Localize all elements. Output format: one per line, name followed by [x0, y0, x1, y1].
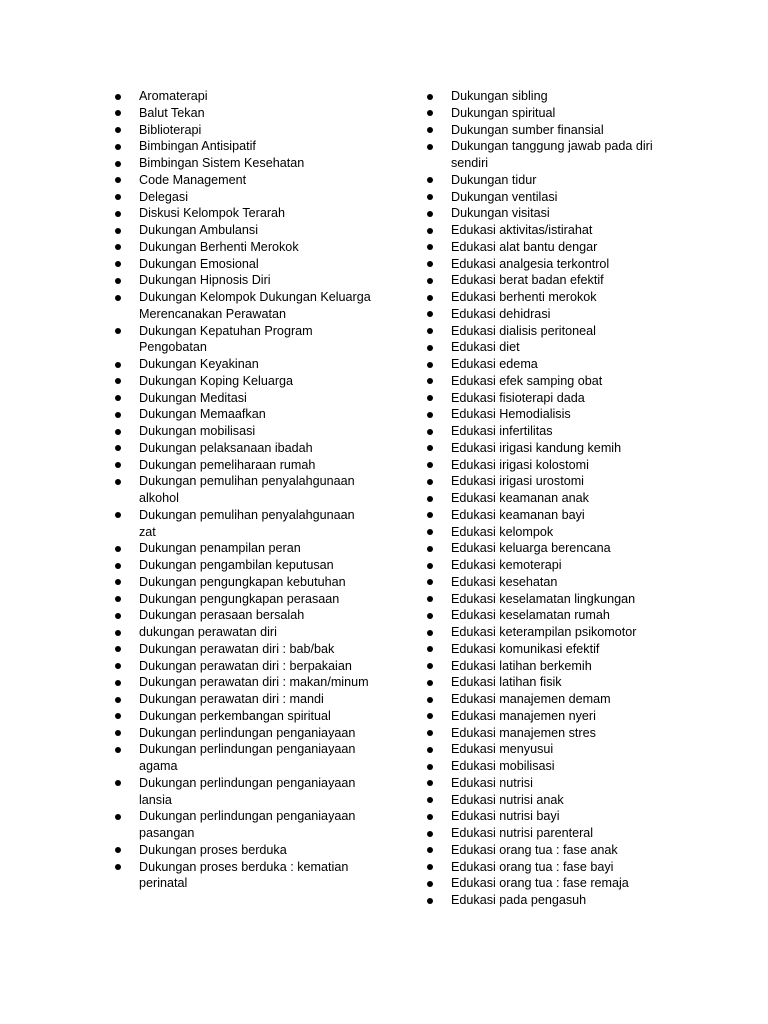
- list-item: [113, 256, 373, 273]
- list-item-text: Edukasi dialisis peritoneal: [451, 323, 596, 338]
- list-item-text: Edukasi fisioterapi dada: [451, 390, 585, 405]
- list-item-text: Dukungan Kepatuhan Program Pengobatan: [139, 323, 313, 355]
- list-item: [425, 490, 675, 507]
- bullet-icon: [115, 630, 121, 636]
- list-item-text: Bimbingan Antisipatif: [139, 139, 256, 154]
- bullet-icon: [115, 295, 121, 301]
- list-item-text: Bimbingan Sistem Kesehatan: [139, 156, 305, 170]
- list-item-text: Edukasi manajemen stres: [451, 725, 596, 740]
- list-item-text: Edukasi latihan fisik: [451, 675, 562, 690]
- list-item-text: Dukungan sumber finansial: [451, 122, 604, 137]
- list-item: [425, 658, 675, 675]
- bullet-icon: [427, 680, 433, 686]
- list-item: [425, 138, 675, 172]
- list-item: [425, 859, 675, 876]
- list-item: [425, 306, 675, 323]
- bullet-icon: [427, 445, 433, 451]
- list-item: [113, 574, 373, 591]
- list-item-text: Dukungan visitasi: [451, 206, 550, 221]
- list-item-text: Edukasi edema: [451, 357, 538, 371]
- bullet-icon: [115, 127, 121, 133]
- bullet-icon: [115, 395, 121, 401]
- list-item-text: Dukungan ventilasi: [451, 189, 558, 204]
- bullet-icon: [427, 244, 433, 250]
- list-item-text: Dukungan spiritual: [451, 105, 556, 120]
- bullet-icon: [115, 429, 121, 435]
- bullet-icon: [115, 563, 121, 569]
- list-item-text: Dukungan perawatan diri : mandi: [139, 692, 324, 706]
- right-bullet-list: [425, 88, 675, 909]
- list-item: [113, 138, 373, 155]
- list-item: [425, 775, 675, 792]
- list-item-text: Edukasi kelompok: [451, 524, 554, 539]
- bullet-icon: [427, 730, 433, 736]
- list-item: [425, 172, 675, 189]
- list-item: [425, 792, 675, 809]
- list-item: [425, 741, 675, 758]
- bullet-icon: [427, 429, 433, 435]
- list-item-text: Dukungan perawatan diri : makan/minum: [139, 675, 369, 690]
- list-item: [425, 272, 675, 289]
- bullet-icon: [115, 546, 121, 552]
- list-item-text: Edukasi nutrisi bayi: [451, 809, 560, 824]
- list-item-text: Edukasi irigasi kolostomi: [451, 457, 589, 472]
- list-item: [113, 557, 373, 574]
- bullet-icon: [427, 646, 433, 652]
- list-item-text: Dukungan perlindungan penganiayaan agama: [139, 742, 356, 773]
- bullet-icon: [115, 194, 121, 200]
- list-item-text: Aromaterapi: [139, 89, 208, 103]
- bullet-icon: [115, 697, 121, 703]
- bullet-icon: [115, 378, 121, 384]
- list-item-text: dukungan perawatan diri: [139, 625, 277, 639]
- list-item-text: Edukasi irigasi urostomi: [451, 474, 584, 489]
- list-item: [113, 406, 373, 423]
- bullet-icon: [427, 412, 433, 418]
- list-item-text: Dukungan Berhenti Merokok: [139, 239, 299, 254]
- bullet-icon: [115, 228, 121, 234]
- list-item: [425, 641, 675, 658]
- list-item-text: Dukungan perawatan diri : berpakaian: [139, 658, 352, 673]
- list-item: [425, 390, 675, 407]
- list-item-text: Edukasi keselamatan rumah: [451, 608, 610, 623]
- list-item: [425, 256, 675, 273]
- bullet-icon: [427, 211, 433, 217]
- list-item: [425, 842, 675, 859]
- list-item: [425, 189, 675, 206]
- list-item-text: Edukasi analgesia terkontrol: [451, 256, 610, 271]
- list-item: [425, 708, 675, 725]
- bullet-icon: [427, 613, 433, 619]
- list-item: [113, 373, 373, 390]
- list-item-text: Edukasi nutrisi parenteral: [451, 826, 594, 840]
- bullet-icon: [427, 261, 433, 267]
- list-item-text: Dukungan sibling: [451, 89, 548, 103]
- list-item: [425, 892, 675, 909]
- list-item-text: Edukasi latihan berkemih: [451, 658, 592, 673]
- list-item-text: Code Management: [139, 172, 247, 187]
- list-item-text: Edukasi diet: [451, 340, 520, 355]
- list-item-text: Edukasi berat badan efektif: [451, 273, 604, 288]
- bullet-icon: [427, 462, 433, 468]
- bullet-icon: [115, 94, 121, 100]
- list-item-text: Dukungan perkembangan spiritual: [139, 708, 331, 723]
- bullet-icon: [427, 278, 433, 284]
- list-item-text: Edukasi keluarga berencana: [451, 541, 611, 556]
- bullet-icon: [427, 663, 433, 669]
- bullet-icon: [427, 110, 433, 116]
- list-item-text: Dukungan perlindungan penganiayaan: [139, 725, 356, 740]
- list-item: [425, 825, 675, 842]
- bullet-icon: [115, 110, 121, 116]
- list-item: [425, 373, 675, 390]
- list-item-text: Dukungan Kelompok Dukungan Keluarga Merencanakan Perawatan: [139, 290, 371, 321]
- bullet-icon: [427, 713, 433, 719]
- list-item: [425, 339, 675, 356]
- list-item: [113, 842, 373, 859]
- list-item-text: Dukungan pemulihan penyalahgunaan zat: [139, 507, 355, 539]
- bullet-icon: [427, 479, 433, 485]
- bullet-icon: [115, 244, 121, 250]
- list-item: [425, 323, 675, 340]
- list-item: [425, 540, 675, 557]
- bullet-icon: [427, 144, 433, 150]
- list-item: [425, 406, 675, 423]
- list-item: [113, 189, 373, 206]
- list-item-text: Dukungan Koping Keluarga: [139, 373, 294, 388]
- list-item-text: Edukasi komunikasi efektif: [451, 641, 600, 656]
- list-item: [113, 658, 373, 675]
- bullet-icon: [427, 395, 433, 401]
- bullet-icon: [427, 345, 433, 351]
- bullet-icon: [427, 546, 433, 552]
- list-item: [113, 356, 373, 373]
- bullet-icon: [115, 362, 121, 368]
- list-item: [113, 674, 373, 691]
- list-item-text: Edukasi kesehatan: [451, 574, 558, 589]
- list-item: [425, 524, 675, 541]
- bullet-icon: [427, 127, 433, 133]
- list-item-text: Dukungan proses berduka: [139, 842, 287, 857]
- list-item: [113, 641, 373, 658]
- list-item-text: Balut Tekan: [139, 105, 205, 120]
- list-item: [425, 423, 675, 440]
- bullet-icon: [115, 713, 121, 719]
- list-item: [113, 88, 373, 105]
- list-item: [425, 507, 675, 524]
- list-item: [425, 222, 675, 239]
- bullet-icon: [427, 563, 433, 569]
- list-item: [113, 457, 373, 474]
- bullet-icon: [427, 94, 433, 100]
- list-item: [425, 205, 675, 222]
- list-item-text: Dukungan Hipnosis Diri: [139, 273, 271, 288]
- list-item-text: Edukasi keamanan anak: [451, 491, 589, 505]
- list-item-text: Dukungan pelaksanaan ibadah: [139, 440, 313, 455]
- bullet-icon: [427, 579, 433, 585]
- bullet-icon: [427, 194, 433, 200]
- bullet-icon: [427, 529, 433, 535]
- list-item: [113, 155, 373, 172]
- list-item-text: Edukasi Hemodialisis: [451, 407, 571, 422]
- bullet-icon: [115, 864, 121, 870]
- list-item-text: Dukungan perasaan bersalah: [139, 608, 305, 623]
- list-item: [425, 356, 675, 373]
- list-item: [113, 725, 373, 742]
- bullet-icon: [115, 663, 121, 669]
- list-item: [425, 808, 675, 825]
- list-item-text: Diskusi Kelompok Terarah: [139, 206, 286, 221]
- bullet-icon: [427, 512, 433, 518]
- list-item-text: Edukasi orang tua : fase bayi: [451, 859, 614, 874]
- list-item: [425, 725, 675, 742]
- list-item: [113, 808, 373, 842]
- list-item-text: Dukungan Keyakinan: [139, 357, 259, 371]
- list-item: [425, 289, 675, 306]
- list-item: [113, 205, 373, 222]
- list-item: [113, 289, 373, 323]
- list-item-text: Dukungan pemulihan penyalahgunaan alkohol: [139, 474, 355, 505]
- list-item-text: Edukasi keterampilan psikomotor: [451, 625, 637, 639]
- bullet-icon: [427, 596, 433, 602]
- bullet-icon: [115, 261, 121, 267]
- bullet-icon: [427, 898, 433, 904]
- list-item-text: Delegasi: [139, 189, 189, 204]
- bullet-icon: [427, 630, 433, 636]
- list-item-text: Dukungan penampilan peran: [139, 541, 301, 556]
- list-item: [113, 708, 373, 725]
- list-item: [425, 624, 675, 641]
- list-item-text: Edukasi aktivitas/istirahat: [451, 223, 593, 237]
- left-bullet-list: [113, 88, 373, 892]
- list-item: [425, 457, 675, 474]
- list-item-text: Dukungan Ambulansi: [139, 223, 259, 237]
- bullet-icon: [115, 462, 121, 468]
- list-item: [113, 859, 373, 893]
- list-item: [113, 507, 373, 541]
- list-item: [425, 875, 675, 892]
- list-item: [425, 674, 675, 691]
- bullet-icon: [115, 747, 121, 753]
- list-item-text: Edukasi orang tua : fase remaja: [451, 876, 629, 891]
- list-item-text: Dukungan perlindungan penganiayaan pasangan: [139, 809, 356, 840]
- bullet-icon: [115, 445, 121, 451]
- list-item: [113, 423, 373, 440]
- list-item: [113, 775, 373, 809]
- list-item-text: Dukungan pengungkapan kebutuhan: [139, 574, 346, 589]
- bullet-icon: [427, 295, 433, 301]
- list-item-text: Edukasi nutrisi anak: [451, 792, 564, 807]
- list-item-text: Edukasi alat bantu dengar: [451, 239, 598, 254]
- list-item: [425, 473, 675, 490]
- bullet-icon: [427, 814, 433, 820]
- list-item: [113, 222, 373, 239]
- list-item: [113, 624, 373, 641]
- list-item-text: Edukasi manajemen demam: [451, 692, 611, 706]
- bullet-icon: [427, 764, 433, 770]
- list-item-text: Edukasi kemoterapi: [451, 558, 562, 572]
- bullet-icon: [115, 680, 121, 686]
- list-item-text: Edukasi irigasi kandung kemih: [451, 440, 622, 455]
- list-item: [425, 105, 675, 122]
- bullet-icon: [115, 646, 121, 652]
- bullet-icon: [115, 847, 121, 853]
- list-item-text: Edukasi menyusui: [451, 742, 554, 757]
- bullet-icon: [115, 177, 121, 183]
- bullet-icon: [427, 831, 433, 837]
- list-item-text: Edukasi mobilisasi: [451, 759, 555, 773]
- bullet-icon: [115, 144, 121, 150]
- list-item-text: Edukasi keselamatan lingkungan: [451, 591, 636, 606]
- bullet-icon: [427, 177, 433, 183]
- list-item: [425, 122, 675, 139]
- bullet-icon: [115, 211, 121, 217]
- bullet-icon: [115, 412, 121, 418]
- list-item: [113, 440, 373, 457]
- list-item-text: Dukungan mobilisasi: [139, 424, 256, 438]
- list-item-text: Dukungan perawatan diri : bab/bak: [139, 641, 335, 656]
- list-item: [425, 239, 675, 256]
- list-item-text: Dukungan pemeliharaan rumah: [139, 457, 316, 472]
- bullet-icon: [427, 328, 433, 334]
- list-item-text: Edukasi dehidrasi: [451, 306, 551, 321]
- bullet-icon: [427, 747, 433, 753]
- list-item: [425, 591, 675, 608]
- list-item: [425, 758, 675, 775]
- list-item: [113, 239, 373, 256]
- list-item-text: Dukungan tidur: [451, 172, 537, 187]
- list-item: [113, 272, 373, 289]
- bullet-icon: [115, 613, 121, 619]
- list-item-text: Edukasi efek samping obat: [451, 373, 603, 388]
- bullet-icon: [115, 161, 121, 167]
- list-item: [113, 691, 373, 708]
- list-item: [113, 323, 373, 357]
- list-item-text: Dukungan perlindungan penganiayaan lansia: [139, 775, 356, 807]
- bullet-icon: [115, 596, 121, 602]
- list-item: [113, 540, 373, 557]
- list-item-text: Edukasi pada pengasuh: [451, 893, 587, 907]
- list-item: [113, 741, 373, 775]
- bullet-icon: [427, 378, 433, 384]
- bullet-icon: [427, 228, 433, 234]
- bullet-icon: [115, 328, 121, 334]
- bullet-icon: [427, 697, 433, 703]
- list-item-text: Edukasi infertilitas: [451, 424, 553, 438]
- list-item-text: Edukasi orang tua : fase anak: [451, 842, 618, 857]
- bullet-icon: [115, 579, 121, 585]
- bullet-icon: [427, 496, 433, 502]
- list-item: [113, 607, 373, 624]
- list-item: [113, 172, 373, 189]
- list-item-text: Dukungan Memaafkan: [139, 407, 266, 422]
- list-item-text: Edukasi manajemen nyeri: [451, 708, 596, 723]
- bullet-icon: [115, 479, 121, 485]
- list-item: [425, 440, 675, 457]
- bullet-icon: [115, 780, 121, 786]
- list-item: [425, 607, 675, 624]
- list-item: [425, 574, 675, 591]
- list-item-text: Dukungan Meditasi: [139, 390, 247, 405]
- list-item-text: Edukasi berhenti merokok: [451, 290, 597, 304]
- list-item-text: Edukasi keamanan bayi: [451, 507, 585, 522]
- bullet-icon: [427, 780, 433, 786]
- list-item-text: Dukungan proses berduka : kematian perinatal: [139, 859, 349, 891]
- bullet-icon: [115, 814, 121, 820]
- bullet-icon: [427, 864, 433, 870]
- list-item: [425, 691, 675, 708]
- list-item: [113, 473, 373, 507]
- list-item-text: Biblioterapi: [139, 122, 202, 137]
- bullet-icon: [427, 881, 433, 887]
- bullet-icon: [427, 362, 433, 368]
- list-item-text: Dukungan pengungkapan perasaan: [139, 591, 340, 606]
- bullet-icon: [427, 797, 433, 803]
- list-item-text: Dukungan tanggung jawab pada diri sendiri: [451, 139, 653, 170]
- list-item: [113, 122, 373, 139]
- list-item-text: Dukungan pengambilan keputusan: [139, 558, 334, 572]
- list-item: [113, 105, 373, 122]
- list-item: [113, 591, 373, 608]
- bullet-icon: [115, 278, 121, 284]
- bullet-icon: [115, 730, 121, 736]
- bullet-icon: [427, 311, 433, 317]
- list-item: [425, 88, 675, 105]
- list-item-text: Edukasi nutrisi: [451, 775, 533, 790]
- bullet-icon: [115, 512, 121, 518]
- bullet-icon: [427, 847, 433, 853]
- list-item: [113, 390, 373, 407]
- list-item: [425, 557, 675, 574]
- list-item-text: Dukungan Emosional: [139, 256, 259, 271]
